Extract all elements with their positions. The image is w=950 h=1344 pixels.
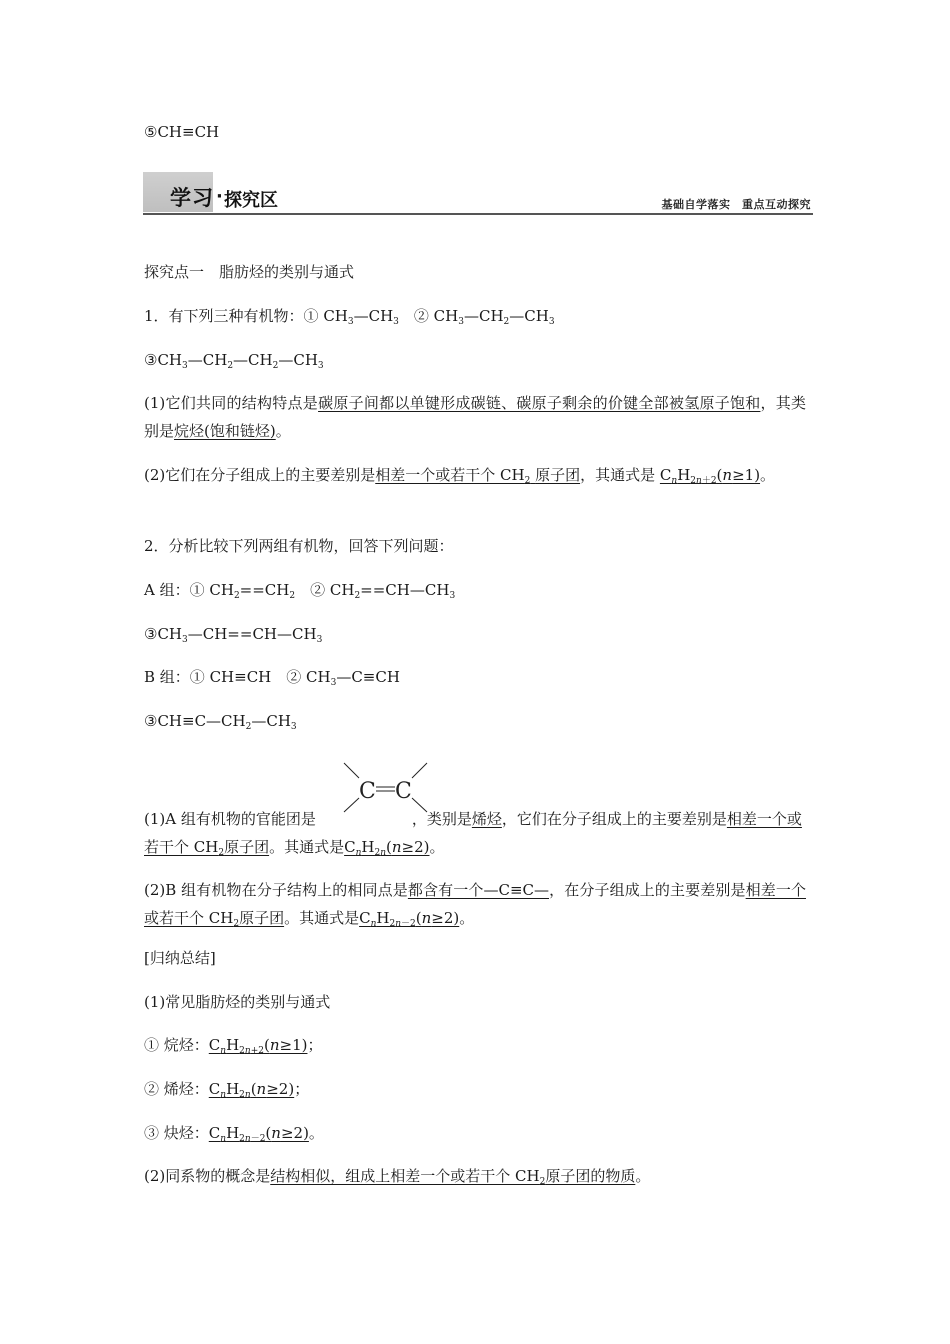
q2-group-a: A 组：① $CH_2==CH_2$ ② $CH_2==CH—CH_3$ — [144, 581, 456, 601]
q2-answer-formula-b: $C_nH_{2n-2}(n\ge 2)$ — [359, 909, 460, 929]
q2-answer-difference-b: 相差一个或若干个 $CH_2$原子团 — [144, 881, 806, 929]
q2-intro: 2．分析比较下列两组有机物，回答下列问题： — [144, 537, 454, 555]
summary-alkane: ① 烷烃：$C_nH_{2n+2}(n\ge 1)$； — [144, 1036, 323, 1056]
banner-main-title: 学习 — [170, 186, 214, 210]
alkene-formula: $C_nH_{2n}(n\ge 2)$ — [208, 1080, 295, 1100]
top-item-text: ⑤CH≡CH — [144, 123, 220, 141]
alkyne-formula: $C_nH_{2n-2}(n\ge 2)$ — [208, 1124, 309, 1144]
q1-part1: (1)它们共同的结构特点是碳原子间都以单键形成碳链、碳原子剩余的价键全部被氢原子饱和，其类别是烷烃(饱和链烃)。 — [144, 394, 806, 440]
summary-item1: (1)常见脂肪烃的类别与通式 — [144, 993, 331, 1011]
q1-intro: 1．有下列三种有机物：① $CH_3—CH_3$ ② $CH_3—CH_2—CH_3$ — [144, 307, 555, 327]
section-banner — [143, 172, 813, 218]
q1-answer-structure: 碳原子间都以单键形成碳链、碳原子剩余的价键全部被氢原子饱和 — [318, 394, 761, 412]
svg-text:C: C — [395, 779, 412, 804]
q2-answer-formula-a: $C_nH_{2n}(n\ge 2)$ — [344, 838, 430, 858]
summary-label: [归纳总结] — [144, 949, 216, 967]
q2-group-b-item3: $③CH\equiv C—CH_2—CH_3$ — [144, 712, 297, 732]
q2-group-b: B 组：① CH≡CH ② $CH_3—C\equiv CH$ — [144, 668, 400, 688]
summary-alkyne: ③ 炔烃：$C_nH_{2n-2}(n\ge 2)$。 — [144, 1124, 324, 1144]
q2-answer-alkene: 烯烃 — [471, 810, 502, 828]
q2-group-a-item3: $③CH_3—CH==CH—CH_3$ — [144, 625, 323, 645]
q2-part2: (2)B 组有机物在分子结构上的相同点是都含有一个—C≡C—，在分子组成上的主要差别是相差一个或若干个 $CH_2$原子团。其通式是$C_nH_{2n-2}(n\ge 2)$。 — [144, 881, 806, 929]
q1-answer-difference: 相差一个或若干个 $CH_2$ 原子团 — [375, 466, 581, 486]
section-title: 探究点一 脂肪烃的类别与通式 — [144, 263, 355, 281]
summary-alkene: ② 烯烃：$C_nH_{2n}(n\ge 2)$； — [144, 1080, 310, 1100]
q2-answer-difference-a: 相差一个或若干个 $CH_2$原子团 — [144, 810, 802, 858]
banner-dot: · — [216, 186, 223, 207]
q2-part1: (1)A 组有机物的官能团是 ，类别是烯烃，它们在分子组成上的主要差别是相差一个或若干个 $CH_2$原子团。其通式是$C_nH_{2n}(n\ge 2)$。 — [144, 810, 802, 858]
q2-answer-triple-bond: 都含有一个—C≡C— — [407, 881, 549, 899]
q1-part2: (2)它们在分子组成上的主要差别是相差一个或若干个 $CH_2$ 原子团，其通式是 $C_nH_{2n+2}(n\ge 1)$。 — [144, 466, 776, 486]
homolog-definition: 结构相似，组成上相差一个或若干个 $CH_2$原子团的物质 — [270, 1167, 636, 1187]
banner-right-caption: 基础自学落实 重点互动探究 — [661, 198, 811, 211]
summary-item2: (2)同系物的概念是结构相似，组成上相差一个或若干个 $CH_2$原子团的物质。 — [144, 1167, 651, 1187]
q1-answer-class: 烷烃(饱和链烃) — [174, 422, 276, 440]
banner-sub-title: 探究区 — [224, 190, 278, 211]
svg-text:C: C — [359, 779, 376, 804]
banner-rule — [143, 213, 813, 215]
alkane-formula: $C_nH_{2n+2}(n\ge 1)$ — [208, 1036, 308, 1056]
q1-answer-formula: $C_nH_{2n+2}(n\ge 1)$ — [659, 466, 761, 486]
q1-item3: $③CH_3—CH_2—CH_2—CH_3$ — [144, 351, 324, 371]
top-item-ethyne — [144, 122, 219, 142]
